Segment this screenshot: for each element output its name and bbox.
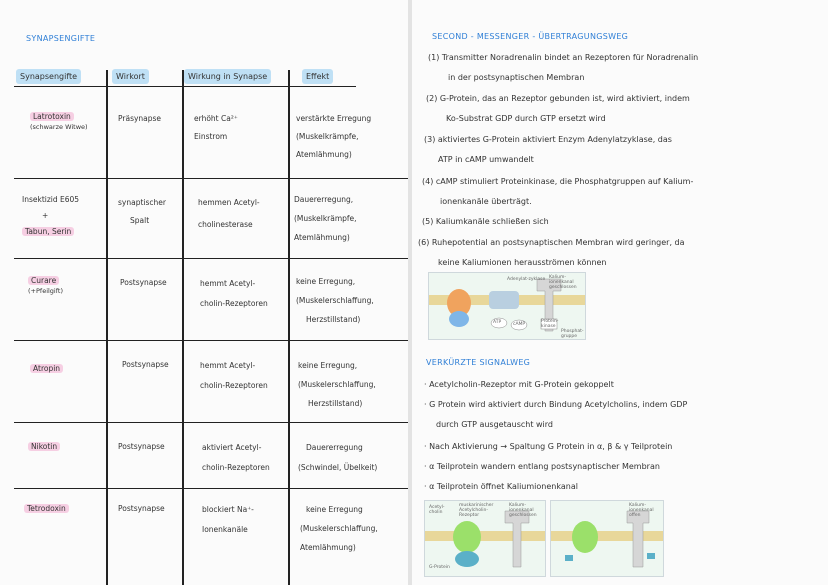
- step-1: (1) Transmitter Noradrenalin bindet an Rezeptoren für Noradrenalin: [428, 53, 699, 62]
- g-protein-shape: [455, 551, 479, 567]
- signal-step-4: · α Teilprotein wandern entlang postsynaptischer Membran: [424, 462, 660, 471]
- ion-channel-shape: [505, 511, 529, 567]
- table-row: Nikotin: [28, 438, 60, 456]
- acetylcholine-diagram-closed: [424, 500, 546, 577]
- header-wirkung: Wirkung in Synapse: [184, 69, 271, 84]
- g-protein-shape: [449, 311, 469, 327]
- table-col-line: [106, 70, 108, 585]
- table-row-line: [14, 422, 408, 423]
- receptor-shape: [572, 521, 598, 553]
- table-row-line: [14, 488, 408, 489]
- label-atp: ATP: [493, 320, 502, 325]
- label-ion-channel-closed: Kalium-ionenkanal geschlossen: [549, 275, 577, 290]
- receptor-shape: [453, 521, 481, 553]
- g-protein-subunit-shape: [565, 555, 573, 561]
- signal-step-3: · Nach Aktivierung → Spaltung G Protein in α, β & γ Teilprotein: [424, 442, 673, 451]
- label-ion-channel-closed: Kalium-ionenkanal geschlossen: [509, 503, 537, 518]
- label-acetylcholin: Acetyl-cholin: [429, 505, 445, 515]
- left-title: SYNAPSENGIFTE: [26, 34, 96, 43]
- step-5: (5) Kaliumkanäle schließen sich: [422, 217, 549, 226]
- table-row: Tetrodoxin: [24, 500, 69, 518]
- step-2-cont: Ko-Substrat GDP durch GTP ersetzt wird: [446, 114, 606, 123]
- verkuerzte-signalweg-title: VERKÜRZTE SIGNALWEG: [426, 358, 531, 367]
- acetylcholine-diagram-open: [550, 500, 664, 577]
- signal-step-2-cont: durch GTP ausgetauscht wird: [436, 420, 553, 429]
- cell-wirkort: Präsynapse: [118, 114, 162, 123]
- step-6-cont: keine Kaliumionen herausströmen können: [438, 258, 607, 267]
- header-effekt: Effekt: [302, 69, 333, 84]
- signal-step-1: · Acetylcholin-Rezeptor mit G-Protein gekoppelt: [424, 380, 614, 389]
- table-row-line: [14, 178, 408, 179]
- step-1-cont: in der postsynaptischen Membran: [448, 73, 585, 82]
- step-6: (6) Ruhepotential an postsynaptischen Membran wird geringer, da: [418, 238, 685, 247]
- cell-effekt: Dauererregung (Schwindel, Übelkeit): [298, 443, 378, 472]
- table-header-line: [14, 86, 356, 87]
- adenylatzyklase-shape: [489, 291, 519, 309]
- step-2: (2) G-Protein, das an Rezeptor gebunden ist, wird aktiviert, indem: [426, 94, 690, 103]
- cell-wirkung: blockiert Na⁺- Ionenkanäle: [202, 505, 254, 534]
- cell-wirkort: synaptischer Spalt: [118, 198, 166, 225]
- g-protein-subunit-shape: [647, 553, 655, 559]
- second-messenger-diagram: [428, 272, 586, 340]
- second-messenger-title: SECOND - MESSENGER - ÜBERTRAGUNGSWEG: [432, 32, 629, 41]
- step-3-cont: ATP in cAMP umwandelt: [438, 155, 534, 164]
- label-g-protein: G-Protein: [429, 565, 450, 570]
- cell-effekt: keine Erregung (Muskelerschlaffung, Atemlähmung): [300, 505, 378, 552]
- cell-wirkung: hemmt Acetyl- cholin-Rezeptoren: [200, 279, 268, 308]
- table-row-line: [14, 258, 408, 259]
- cell-wirkort: Postsynapse: [120, 278, 167, 287]
- signal-step-5: · α Teilprotein öffnet Kaliumionenkanal: [424, 482, 578, 491]
- header-wirkort: Wirkort: [112, 69, 149, 84]
- cell-effekt: verstärkte Erregung (Muskelkrämpfe, Atemlähmung): [296, 114, 372, 159]
- cell-wirkort: Postsynapse: [118, 442, 165, 451]
- table-row: Latrotoxin (schwarze Witwe): [30, 112, 88, 131]
- table-row: Insektizid E605 + Tabun, Serin: [22, 195, 80, 236]
- signal-step-2: · G Protein wird aktiviert durch Bindung Acetylcholins, indem GDP: [424, 400, 688, 409]
- cell-wirkung: hemmt Acetyl- cholin-Rezeptoren: [200, 361, 268, 390]
- label-ion-channel-open: Kalium-ionenkanal offen: [629, 503, 654, 518]
- header-synapsengifte: Synapsengifte: [16, 69, 81, 84]
- table-col-line: [288, 70, 290, 585]
- cell-wirkort: Postsynapse: [122, 360, 169, 369]
- table-row: Curare (+Pfeilgift): [28, 276, 63, 295]
- ion-channel-shape: [627, 511, 649, 567]
- label-proteinkinase: Protein-kinase: [541, 319, 559, 329]
- table-col-line: [182, 70, 184, 585]
- cell-wirkung: hemmen Acetyl- cholinesterase: [198, 198, 260, 229]
- cell-wirkung: erhöht Ca²⁺ Einstrom: [194, 114, 238, 141]
- label-phosphatgruppe: Phosphat-gruppe: [561, 329, 584, 339]
- step-4-cont: ionenkanäle überträgt.: [440, 197, 532, 206]
- cell-wirkung: aktiviert Acetyl- cholin-Rezeptoren: [202, 443, 270, 472]
- step-3: (3) aktiviertes G-Protein aktiviert Enzym Adenylatzyklase, das: [424, 135, 672, 144]
- cell-effekt: Dauererregung, (Muskelkrämpfe, Atemlähmung): [294, 195, 357, 242]
- cell-effekt: keine Erregung, (Muskelerschlaffung, Herzstillstand): [298, 361, 376, 408]
- cell-effekt: keine Erregung, (Muskelerschlaffung, Herzstillstand): [296, 277, 374, 324]
- cell-wirkort: Postsynapse: [118, 504, 165, 513]
- step-4: (4) cAMP stimuliert Proteinkinase, die Phosphatgruppen auf Kalium-: [422, 177, 694, 186]
- label-receptor: muskarinischer Acetylcholin-Rezeptor: [459, 503, 494, 518]
- table-row-line: [14, 340, 408, 341]
- label-camp: cAMP: [513, 322, 526, 327]
- table-row: Atropin: [30, 360, 63, 378]
- label-adenylatzyklase: Adenylat-zyklase: [507, 277, 546, 282]
